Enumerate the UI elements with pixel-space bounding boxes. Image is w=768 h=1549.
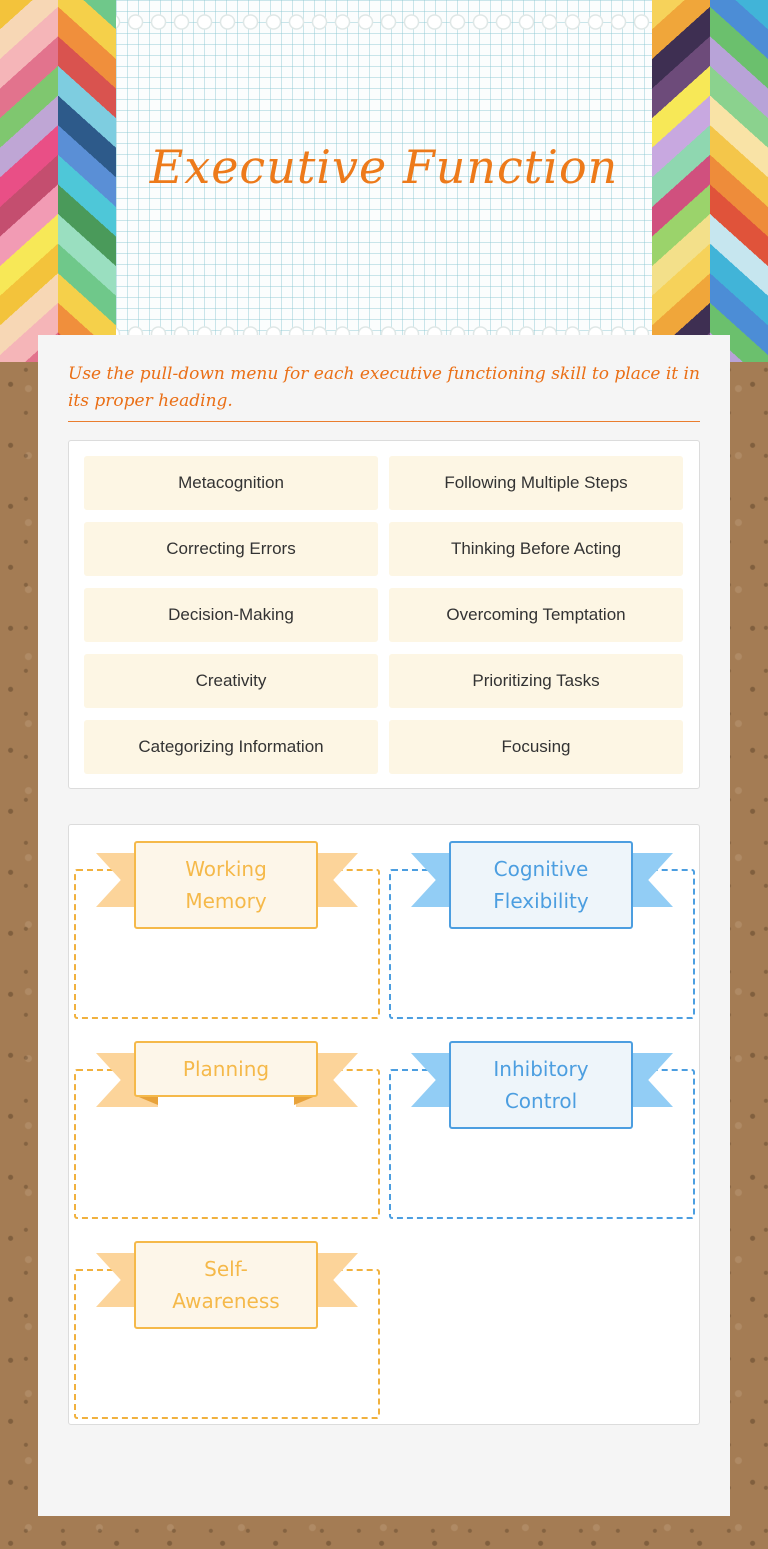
skill-chip-creativity[interactable]: Creativity [84,654,378,708]
category-working-memory [74,833,380,1023]
word-bank [68,440,700,789]
category-heading: Working Memory [134,841,318,929]
category-drop-area [68,824,700,1425]
skill-chip-categorizing-information[interactable]: Categorizing Information [84,720,378,774]
skill-chip-decision-making[interactable]: Decision-Making [84,588,378,642]
binder-holes-top [116,14,652,30]
skill-chip-following-multiple-steps[interactable]: Following Multiple Steps [389,456,683,510]
category-cognitive-flexibility [389,833,695,1023]
category-heading: Self- Awareness [134,1241,318,1329]
category-self-awareness [74,1233,380,1423]
skill-chip-correcting-errors[interactable]: Correcting Errors [84,522,378,576]
worksheet-panel [38,335,730,1516]
skill-chip-overcoming-temptation[interactable]: Overcoming Temptation [389,588,683,642]
skill-chip-focusing[interactable]: Focusing [389,720,683,774]
instructions-text: Use the pull-down menu for each executive functioning skill to place it in its proper heading. [68,361,700,422]
category-heading: Cognitive Flexibility [449,841,633,929]
category-heading: Inhibitory Control [449,1041,633,1129]
category-planning [74,1033,380,1223]
skill-chip-prioritizing-tasks[interactable]: Prioritizing Tasks [389,654,683,708]
page-title: Executive Function [149,140,619,194]
skill-chip-thinking-before-acting[interactable]: Thinking Before Acting [389,522,683,576]
category-inhibitory-control [389,1033,695,1223]
left-chevron-decoration [0,0,116,362]
skill-chip-metacognition[interactable]: Metacognition [84,456,378,510]
header-banner [0,0,768,362]
right-chevron-decoration [652,0,768,362]
category-heading: Planning [134,1041,318,1097]
